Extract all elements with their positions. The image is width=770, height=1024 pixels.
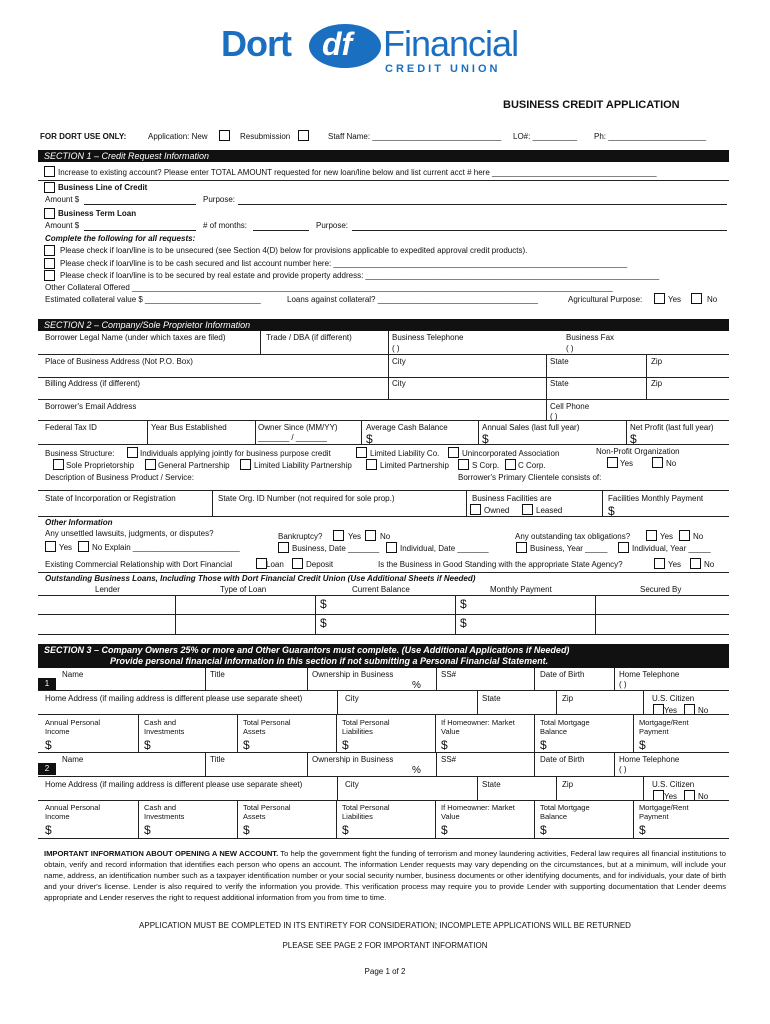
unsecured-label: Please check if loan/line is to be unsecured (see Section 4(D) below for provisions applicable to expedited approval credit products).: [60, 246, 528, 255]
annual-sales-label: Annual Sales (last full year): [482, 423, 580, 432]
g1-mkt-label: If Homeowner: Market Value: [441, 718, 515, 737]
app-new-checkbox[interactable]: [219, 130, 230, 141]
ccorp-label: C Corp.: [518, 461, 546, 470]
important-info-heading: IMPORTANT INFORMATION ABOUT OPENING A NEW ACCOUNT.: [44, 849, 279, 858]
annual-sales-dollar: $: [482, 432, 489, 446]
bterm-label: Business Term Loan: [58, 209, 137, 218]
bloc-checkbox[interactable]: [44, 182, 55, 193]
logo-financial: Financial: [383, 23, 519, 64]
desc-label: Description of Business Product / Service:: [45, 473, 194, 482]
g2-mkt-label: If Homeowner: Market Value: [441, 803, 515, 822]
bloc-amount-line[interactable]: [84, 204, 196, 205]
loan1-mp-dollar: $: [460, 597, 467, 611]
g1-zip-label: Zip: [562, 694, 574, 703]
llc-checkbox[interactable]: [356, 447, 367, 458]
tax-ob-no-label: No: [693, 532, 704, 541]
fmp-label: Facilities Monthly Payment: [608, 494, 704, 503]
g2-tpl-label: Total Personal Liabilities: [342, 803, 390, 822]
place-city-label: City: [392, 357, 406, 366]
place-label: Place of Business Address (Not P.O. Box): [45, 357, 193, 366]
type-header: Type of Loan: [220, 585, 267, 594]
existing-loan-label: Loan: [266, 560, 284, 569]
lawsuits-no-checkbox[interactable]: [78, 541, 89, 552]
section-3-line2: Provide personal financial information in this section if not submitting a Personal Financial Statement.: [110, 656, 549, 666]
bankruptcy-yes-label: Yes: [348, 532, 362, 541]
billing-state-label: State: [550, 379, 569, 388]
llp-label: Limited Liability Partnership: [254, 461, 352, 470]
bterm-purpose-label: Purpose:: [316, 221, 349, 230]
nonprofit-yes-checkbox[interactable]: [607, 457, 618, 468]
g1-tpa-dollar: $: [243, 738, 250, 752]
g1-api-dollar: $: [45, 738, 52, 752]
leased-label: Leased: [536, 506, 563, 515]
g2-cash-label: Cash and Investments: [144, 803, 185, 822]
bus-tel-label: Business Telephone: [392, 333, 464, 342]
g1-cash-label: Cash and Investments: [144, 718, 185, 737]
facilities-label: Business Facilities are: [472, 494, 552, 503]
good-yes-checkbox[interactable]: [654, 558, 665, 569]
g2-tmb-label: Total Mortgage Balance: [540, 803, 590, 822]
existing-deposit-label: Deposit: [306, 560, 334, 569]
bterm-checkbox[interactable]: [44, 208, 55, 219]
g1-tpl-label: Total Personal Liabilities: [342, 718, 390, 737]
owned-label: Owned: [484, 506, 510, 515]
g2-state-label: State: [482, 780, 501, 789]
tax-ob-no-checkbox[interactable]: [679, 530, 690, 541]
logo-credit-union: CREDIT UNION: [385, 63, 501, 75]
staff-name-field[interactable]: Staff Name: _____________________________: [328, 132, 502, 141]
g1-tmb-label: Total Mortgage Balance: [540, 718, 590, 737]
g2-mkt-dollar: $: [441, 823, 448, 837]
owner-since-label: Owner Since (MM/YY): [258, 423, 338, 432]
g1-home-label: Home Telephone: [619, 670, 680, 679]
loan2-mp-dollar: $: [460, 616, 467, 630]
g1-title-label: Title: [210, 670, 225, 679]
lender-header: Lender: [95, 585, 120, 594]
llc-label: Limited Liability Co.: [370, 449, 440, 458]
lawsuits-explain[interactable]: No Explain ________________________: [92, 543, 240, 552]
lp-label: Limited Partnership: [380, 461, 449, 470]
g2-tpl-dollar: $: [342, 823, 349, 837]
g1-ss-label: SS#: [441, 670, 457, 679]
g2-city-label: City: [345, 780, 359, 789]
guarantor-2-number: 2: [38, 763, 56, 775]
tax-id-label: Federal Tax ID: [45, 423, 97, 432]
g1-own-label: Ownership in Business: [312, 670, 394, 679]
dba-label: Trade / DBA (if different): [266, 333, 352, 342]
g1-mkt-dollar: $: [441, 738, 448, 752]
place-state-label: State: [550, 357, 569, 366]
bankruptcy-individual-checkbox[interactable]: [386, 542, 397, 553]
bloc-amount-label: Amount $: [45, 195, 80, 204]
lawsuits-yes-checkbox[interactable]: [45, 541, 56, 552]
cell-paren[interactable]: ( ): [550, 412, 558, 421]
lawsuits-yes-label: Yes: [59, 543, 73, 552]
scorp-checkbox[interactable]: [458, 459, 469, 470]
place-zip-label: Zip: [651, 357, 663, 366]
scorp-label: S Corp.: [472, 461, 500, 470]
guarantor-1-number: 1: [38, 678, 56, 690]
other-collateral-field[interactable]: Other Collateral Offered ____________________________________________________________________________________________________________: [45, 283, 613, 292]
g2-api-dollar: $: [45, 823, 52, 837]
g1-name-label: Name: [62, 670, 84, 679]
section-3-line1: SECTION 3 – Company Owners 25% or more and Other Guarantors must complete. (Use Additional Applications if Needed): [44, 645, 570, 655]
bankruptcy-individual-date[interactable]: Individual, Date _______: [400, 544, 489, 553]
bloc-purpose-label: Purpose:: [203, 195, 236, 204]
logo-mark-text: df: [322, 26, 353, 62]
nonprofit-no-label: No: [666, 459, 677, 468]
g2-rent-dollar: $: [639, 823, 646, 837]
tax-ob-individual-checkbox[interactable]: [618, 542, 629, 553]
cash-secured-label: Please check if loan/line is to be cash secured and list account number here: __________________________________________________________________: [60, 259, 628, 268]
logo-dort: Dort: [221, 23, 291, 64]
tax-ob-individual-year[interactable]: Individual, Year _____: [632, 544, 711, 553]
bterm-amount-line[interactable]: [84, 230, 196, 231]
avg-cash-label: Average Cash Balance: [366, 423, 448, 432]
email-label: Borrower's Email Address: [45, 402, 137, 411]
nonprofit-label: Non-Profit Organization: [596, 447, 680, 456]
g2-tpa-label: Total Personal Assets: [243, 803, 291, 822]
bloc-label: Business Line of Credit: [58, 183, 148, 192]
bterm-amount-label: Amount $: [45, 221, 80, 230]
g2-us-label: U.S. Citizen: [652, 780, 695, 789]
g1-pct: %: [412, 680, 421, 691]
g2-us-yes-label: Yes: [664, 792, 678, 801]
bankruptcy-no-checkbox[interactable]: [365, 530, 376, 541]
billing-city-label: City: [392, 379, 406, 388]
bankruptcy-business-checkbox[interactable]: [278, 542, 289, 553]
g1-tpl-dollar: $: [342, 738, 349, 752]
g2-addr-label: Home Address (if mailing address is different please use separate sheet): [45, 780, 303, 789]
bankruptcy-business-date[interactable]: Business, Date _______: [292, 544, 380, 553]
resubmission-checkbox[interactable]: [298, 130, 309, 141]
g1-state-label: State: [482, 694, 501, 703]
uninc-label: Unincorporated Association: [462, 449, 560, 458]
tax-ob-yes-label: Yes: [660, 532, 674, 541]
complete-label: Complete the following for all requests:: [45, 234, 196, 243]
g2-rent-label: Mortgage/Rent Payment: [639, 803, 689, 822]
outstanding-loans-label: Outstanding Business Loans, Including Those with Dort Financial Credit Union (Use Additional Sheets if Needed): [45, 574, 476, 583]
nonprofit-no-checkbox[interactable]: [652, 457, 663, 468]
good-no-label: No: [704, 560, 715, 569]
real-estate-label: Please check if loan/line is to be secured by real estate and provide property address: __________________________________________________________________: [60, 271, 660, 280]
page-title: BUSINESS CREDIT APPLICATION: [503, 99, 680, 111]
tax-ob-business-year[interactable]: Business, Year _____: [530, 544, 608, 553]
llp-checkbox[interactable]: [240, 459, 251, 470]
bankruptcy-yes-checkbox[interactable]: [333, 530, 344, 541]
gp-label: General Partnership: [158, 461, 230, 470]
bterm-purpose-line[interactable]: [352, 230, 727, 231]
g1-rent-dollar: $: [639, 738, 646, 752]
ph-field[interactable]: Ph: ______________________: [594, 132, 707, 141]
owner-since-field[interactable]: _______ / _______: [258, 433, 327, 442]
gp-checkbox[interactable]: [145, 459, 156, 470]
g1-cash-dollar: $: [144, 738, 151, 752]
good-standing-label: Is the Business in Good Standing with the appropriate State Agency?: [378, 560, 623, 569]
g2-ss-label: SS#: [441, 755, 457, 764]
bus-fax-paren[interactable]: ( ): [566, 344, 574, 353]
cash-secured-checkbox[interactable]: [44, 258, 55, 269]
page2-notice: PLEASE SEE PAGE 2 FOR IMPORTANT INFORMATION: [282, 941, 488, 950]
existing-rel-label: Existing Commercial Relationship with Dort Financial: [45, 560, 233, 569]
secured-header: Secured By: [640, 585, 682, 594]
g2-us-no-label: No: [698, 792, 709, 801]
net-profit-label: Net Profit (last full year): [630, 423, 714, 432]
tax-ob-label: Any outstanding tax obligations?: [515, 532, 631, 541]
increase-label: Increase to existing account? Please enter TOTAL AMOUNT requested for new loan/line below and list current acct # here _____________________________________: [58, 168, 657, 177]
bterm-months-label: # of months:: [203, 221, 248, 230]
loans-against-field[interactable]: Loans against collateral? ____________________________________: [287, 295, 538, 304]
ag-no-label: No: [707, 295, 718, 304]
app-new-label: Application: New: [148, 132, 208, 141]
fmp-dollar: $: [608, 504, 615, 518]
bus-tel-paren[interactable]: ( ): [392, 344, 400, 353]
g1-addr-label: Home Address (if mailing address is different please use separate sheet): [45, 694, 303, 703]
good-no-checkbox[interactable]: [690, 558, 701, 569]
good-yes-label: Yes: [668, 560, 682, 569]
g1-us-no-label: No: [698, 706, 709, 715]
mp-header: Monthly Payment: [490, 585, 552, 594]
bterm-months-line[interactable]: [253, 230, 309, 231]
lo-field[interactable]: LO#: __________: [513, 132, 578, 141]
leased-checkbox[interactable]: [522, 504, 533, 515]
important-info-text: To help the government fight the funding of terrorism and money laundering activities, Federal law requires all financial institutions to obtain, verify and record information that identifies each person who opens an account. The information Lender requests may vary depending on the circumstances, but at a minimum, will include your name, address, an identification number such as a taxpayer identification number or your social security number, business documents or other identifying documents, and for individuals, your date of birth and your driver's license. Lender is also required to verify the information you provide. This verification process may require you to provide Lender with supporting documentation that Lender deems appropriate and Lender reserves the right to request additional information from you from time to time.: [44, 849, 726, 902]
section-3-header: [38, 644, 729, 668]
sole-label: Sole Proprietorship: [66, 461, 135, 470]
g1-city-label: City: [345, 694, 359, 703]
owned-checkbox[interactable]: [470, 504, 481, 515]
bloc-purpose-line[interactable]: [238, 204, 727, 205]
loan1-balance-dollar: $: [320, 597, 327, 611]
g1-us-label: U.S. Citizen: [652, 694, 695, 703]
ag-yes-checkbox[interactable]: [654, 293, 665, 304]
g2-home-paren[interactable]: ( ): [619, 765, 627, 774]
lp-checkbox[interactable]: [366, 459, 377, 470]
lawsuits-label: Any unsettled lawsuits, judgments, or disputes?: [45, 529, 214, 538]
section-2-header: SECTION 2 – Company/Sole Proprietor Information: [38, 319, 729, 331]
tax-ob-business-checkbox[interactable]: [516, 542, 527, 553]
g2-own-label: Ownership in Business: [312, 755, 394, 764]
avg-cash-dollar: $: [366, 432, 373, 446]
ag-yes-label: Yes: [668, 295, 682, 304]
important-info: [44, 848, 726, 903]
balance-header: Current Balance: [352, 585, 410, 594]
g2-name-label: Name: [62, 755, 84, 764]
g1-rent-label: Mortgage/Rent Payment: [639, 718, 689, 737]
state-org-label: State Org. ID Number (not required for sole prop.): [218, 494, 395, 503]
entirety-notice: APPLICATION MUST BE COMPLETED IN ITS ENTIRETY FOR CONSIDERATION; INCOMPLETE APPLICATIONS WILL BE RETURNED: [139, 921, 631, 930]
billing-zip-label: Zip: [651, 379, 663, 388]
page-number: Page 1 of 2: [364, 967, 406, 976]
nonprofit-yes-label: Yes: [620, 459, 634, 468]
legal-name-label: Borrower Legal Name (under which taxes are filed): [45, 333, 226, 342]
g2-api-label: Annual Personal Income: [45, 803, 101, 822]
increase-checkbox[interactable]: [44, 166, 55, 177]
ccorp-checkbox[interactable]: [505, 459, 516, 470]
g2-tmb-dollar: $: [540, 823, 547, 837]
uninc-checkbox[interactable]: [448, 447, 459, 458]
g1-tmb-dollar: $: [540, 738, 547, 752]
g1-api-label: Annual Personal Income: [45, 718, 101, 737]
bus-fax-label: Business Fax: [566, 333, 615, 342]
tax-ob-yes-checkbox[interactable]: [646, 530, 657, 541]
section-1-header: SECTION 1 – Credit Request Information: [38, 150, 729, 162]
g2-dob-label: Date of Birth: [540, 755, 585, 764]
unsecured-checkbox[interactable]: [44, 245, 55, 256]
est-collateral-field[interactable]: Estimated collateral value $ __________________________: [45, 295, 261, 304]
loan2-balance-dollar: $: [320, 616, 327, 630]
g2-title-label: Title: [210, 755, 225, 764]
billing-label: Billing Address (if different): [45, 379, 141, 388]
ag-no-checkbox[interactable]: [691, 293, 702, 304]
dort-use-label: FOR DORT USE ONLY:: [40, 132, 127, 141]
indiv-checkbox[interactable]: [127, 447, 138, 458]
cell-label: Cell Phone: [550, 402, 590, 411]
year-bus-label: Year Bus Established: [151, 423, 227, 432]
g2-tpa-dollar: $: [243, 823, 250, 837]
clientele-label: Borrower's Primary Clientele consists of:: [458, 473, 602, 482]
resubmission-label: Resubmission: [240, 132, 291, 141]
bankruptcy-no-label: No: [380, 532, 391, 541]
existing-deposit-checkbox[interactable]: [292, 558, 303, 569]
bankruptcy-label: Bankruptcy?: [278, 532, 323, 541]
inc-label: State of Incorporation or Registration: [45, 494, 176, 503]
ag-purpose-label: Agricultural Purpose:: [568, 295, 643, 304]
other-info-label: Other Information: [45, 518, 113, 527]
indiv-label: Individuals applying jointly for business purpose credit: [140, 449, 331, 458]
g1-us-yes-label: Yes: [664, 706, 678, 715]
g2-cash-dollar: $: [144, 823, 151, 837]
g1-dob-label: Date of Birth: [540, 670, 585, 679]
net-profit-dollar: $: [630, 432, 637, 446]
structure-label: Business Structure:: [45, 449, 115, 458]
g1-tpa-label: Total Personal Assets: [243, 718, 291, 737]
g2-home-label: Home Telephone: [619, 755, 680, 764]
sole-checkbox[interactable]: [53, 459, 64, 470]
g2-zip-label: Zip: [562, 780, 574, 789]
g1-home-paren[interactable]: ( ): [619, 680, 627, 689]
g2-pct: %: [412, 765, 421, 776]
real-estate-checkbox[interactable]: [44, 270, 55, 281]
